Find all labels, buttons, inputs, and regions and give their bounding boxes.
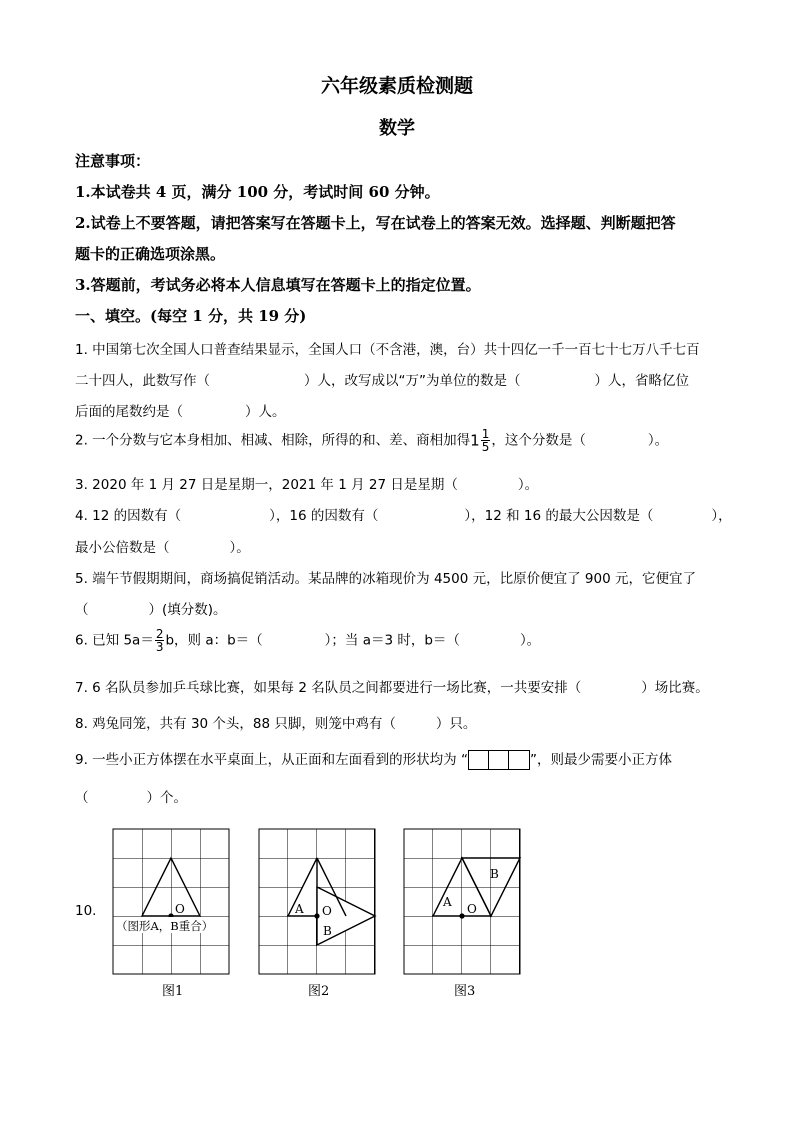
label-b: B — [490, 867, 499, 881]
q4-text: ）。 — [229, 540, 250, 556]
q6-text: b，则 a：b＝（ — [165, 632, 263, 649]
q1-text: 后面的尾数约是（ — [75, 404, 183, 420]
mixed-number-whole: 1 — [470, 431, 480, 450]
q1-text: ）人，改写成以“万”为单位的数是（ — [304, 373, 521, 389]
question-4-line-1 — [75, 504, 732, 524]
question-4-line-2 — [75, 536, 250, 556]
q4-text: ）， — [711, 508, 732, 524]
label-o: O — [175, 902, 185, 916]
question-10-label: 10. — [75, 903, 97, 919]
figure-2-caption: 图2 — [308, 984, 330, 999]
question-5-line-2 — [75, 598, 227, 618]
q7-text: ）场比赛。 — [641, 680, 709, 696]
label-a: A — [443, 895, 452, 909]
q8-text: 8. 鸡兔同笼，共有 30 个头，88 只脚，则笼中鸡有（ — [75, 716, 396, 732]
q6-text: 6. 已知 5a＝ — [75, 632, 154, 649]
question-5-line-1: 5. 端午节假期期间，商场搞促销活动。某品牌的冰箱现价为 4500 元，比原价便宜了 900 元，它便宜了 — [75, 571, 696, 587]
grid-1 — [113, 829, 229, 974]
grid-figures — [100, 820, 540, 1010]
fraction-numerator: 1 — [481, 427, 490, 441]
q5-text: ）(填分数)。 — [148, 602, 227, 618]
question-1-line-3 — [75, 400, 286, 420]
note-item: 题卡的正确选项涂黑。 — [75, 245, 226, 263]
note-item: 3.答题前，考试务必将本人信息填写在答题卡上的指定位置。 — [75, 276, 481, 294]
section-heading: 一、填空。(每空 1 分，共 19 分) — [75, 307, 307, 325]
fraction — [481, 428, 491, 453]
note-item: 2.试卷上不要答题，请把答案写在答题卡上，写在试卷上的答案无效。选择题、判断题把答 — [75, 214, 676, 232]
q1-text: ）人。 — [245, 404, 286, 420]
q3-text: ）。 — [517, 477, 539, 493]
label-o: O — [322, 904, 332, 918]
figure-3-caption: 图3 — [454, 984, 476, 999]
fraction-denominator: 5 — [481, 440, 490, 454]
q7-text: 7. 6 名队员参加乒乓球比赛，如果每 2 名队员之间都要进行一场比赛，一共要安排（ — [75, 680, 582, 696]
question-9-line-1 — [75, 748, 672, 770]
question-2 — [75, 428, 668, 453]
question-7 — [75, 676, 709, 696]
question-6 — [75, 628, 540, 653]
notes-heading: 注意事项： — [75, 152, 151, 170]
q2-text: ）。 — [647, 432, 669, 449]
q8-text: ）只。 — [435, 716, 477, 732]
fraction — [155, 628, 165, 653]
q9-text: ”，则最少需要小正方体 — [529, 752, 672, 768]
label-b: B — [323, 924, 332, 938]
point-o — [314, 913, 319, 918]
question-1-line-2 — [75, 369, 689, 389]
question-3 — [75, 473, 538, 493]
point-o — [459, 913, 464, 918]
question-8 — [75, 712, 476, 732]
q4-text: ），12 和 16 的最大公因数是（ — [464, 508, 654, 524]
figure-2 — [259, 829, 375, 999]
note-item: 1.本试卷共 4 页，满分 100 分，考试时间 60 分钟。 — [75, 183, 440, 201]
q9-text: 9. 一些小正方体摆在水平桌面上，从正面和左面看到的形状均为 “ — [75, 752, 468, 768]
q3-text: 3. 2020 年 1 月 27 日是星期一，2021 年 1 月 27 日是星期（ — [75, 477, 458, 493]
page-title: 六年级素质检测题 — [320, 75, 473, 97]
figure-1-caption: 图1 — [162, 984, 184, 999]
q5-text: （ — [75, 602, 89, 618]
question-9-line-2 — [75, 786, 187, 806]
question-1-line-1: 1. 中国第七次全国人口普查结果显示，全国人口（不含港，澳，台）共十四亿一千一百七十七万八千七百 — [75, 342, 700, 358]
fraction-denominator: 3 — [155, 640, 164, 654]
overlap-note: （图形A，B重合） — [116, 919, 214, 933]
label-o: O — [467, 902, 477, 916]
figure-3 — [404, 829, 520, 999]
figure-1 — [113, 829, 229, 999]
q4-text: 4. 12 的因数有（ — [75, 508, 182, 524]
q6-text: ）；当 a＝3 时，b＝（ — [324, 632, 460, 649]
q9-text: ）个。 — [146, 790, 187, 806]
q2-text: 2. 一个分数与它本身相加、相减、相除，所得的和、差、商相加得 — [75, 432, 471, 449]
grid-3 — [404, 829, 520, 974]
q4-text: 最小公倍数是（ — [75, 540, 170, 556]
q9-text: （ — [75, 790, 89, 806]
q2-text: ，这个分数是（ — [491, 432, 586, 449]
three-square-shape-icon — [468, 750, 530, 770]
label-a: A — [295, 902, 304, 916]
q1-text: ）人，省略亿位 — [594, 373, 689, 389]
fraction-numerator: 2 — [155, 627, 164, 641]
q4-text: ），16 的因数有（ — [269, 508, 379, 524]
q6-text: ）。 — [519, 632, 541, 649]
q1-text: 二十四人，此数写作（ — [75, 373, 210, 389]
subject-title: 数学 — [379, 118, 415, 139]
